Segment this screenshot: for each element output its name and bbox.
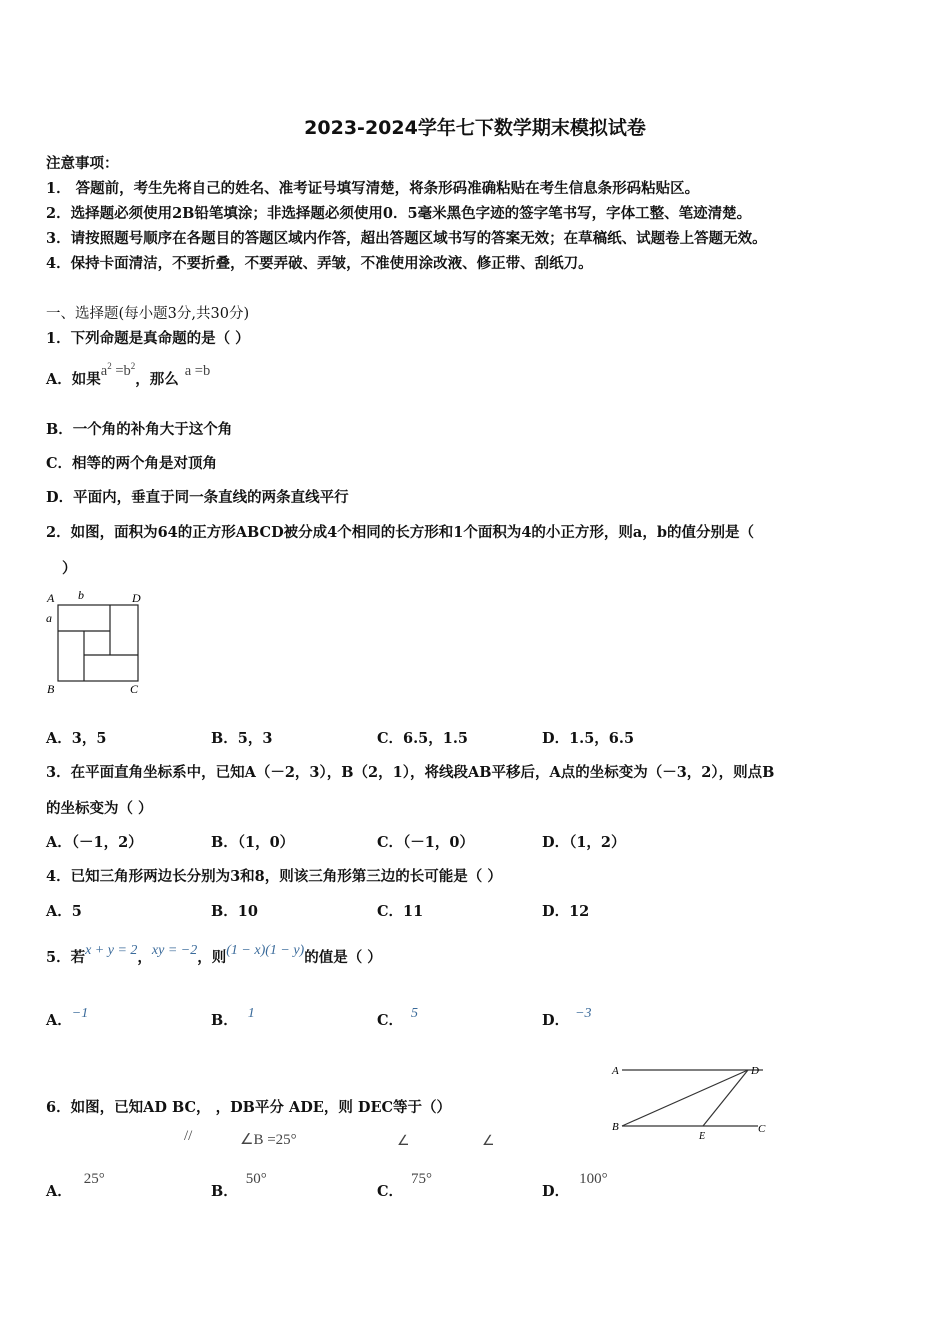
q5-option-a bbox=[46, 1006, 89, 1030]
q2-option: C．6.5，1.5 bbox=[377, 730, 468, 747]
label-b: b bbox=[78, 588, 84, 602]
q6-option-label: C． bbox=[377, 1183, 404, 1200]
q5-option-b bbox=[211, 1006, 255, 1030]
notice-item: 1． 答题前，考生先将自己的姓名、准考证号填写清楚，将条形码准确粘贴在考生信息条形码粘贴区。 bbox=[46, 180, 700, 197]
q6-option-value: 75° bbox=[411, 1171, 433, 1187]
q5-option-value: 5 bbox=[411, 1006, 419, 1021]
q5-separator: ， bbox=[137, 949, 152, 966]
q5-option-label: C． bbox=[377, 1012, 404, 1029]
q1-option-a-mid: ，那么 bbox=[135, 371, 179, 388]
q1-option-d: D．平面内，垂直于同一条直线的两条直线平行 bbox=[46, 489, 349, 506]
q1-math-sup: 2 bbox=[130, 361, 136, 372]
q5-option-c bbox=[377, 1006, 419, 1030]
q5-option-value: −1 bbox=[71, 1006, 89, 1021]
q6-stem: 6．如图，已知AD BC， ，DB平分 ADE，则 DEC等于（） bbox=[46, 1099, 452, 1116]
notice-item: 4．保持卡面清洁，不要折叠，不要弄破、弄皱，不准使用涂改液、修正带、刮纸刀。 bbox=[46, 255, 593, 272]
q2-option: A．3，5 bbox=[46, 730, 107, 747]
q6-parallel-symbol: // bbox=[184, 1128, 193, 1144]
q6-angle-b: ∠B =25° bbox=[240, 1132, 297, 1148]
label-E: E bbox=[699, 1131, 706, 1142]
q4-stem: 4．已知三角形两边长分别为3和8，则该三角形第三边的长可能是（ ） bbox=[46, 868, 502, 885]
q6-geometry-figure bbox=[608, 1060, 778, 1145]
q5-stem-end: 的值是（ ） bbox=[304, 949, 382, 966]
label-A: A bbox=[47, 591, 55, 605]
q6-option-a bbox=[46, 1171, 105, 1201]
page-title: 2023-2024学年七下数学期末模拟试卷 bbox=[304, 117, 646, 139]
q2-option: D．1.5，6.5 bbox=[542, 730, 635, 747]
label-C: C bbox=[130, 682, 139, 696]
q4-option: C．11 bbox=[377, 903, 424, 920]
q6-option-value: 50° bbox=[245, 1171, 267, 1187]
q6-option-label: A． bbox=[46, 1183, 72, 1200]
q4-option: A．5 bbox=[46, 903, 82, 920]
segment-BD bbox=[622, 1070, 748, 1126]
q6-option-value: 25° bbox=[83, 1171, 105, 1187]
q5-option-label: B． bbox=[211, 1012, 238, 1029]
q3-stem: 3．在平面直角坐标系中，已知A（－2，3），B（2，1），将线段AB平移后，A点的坐标变为（－3，2），则点B bbox=[46, 764, 775, 781]
q6-option-c bbox=[377, 1171, 433, 1201]
q5-condition-product: xy = −2 bbox=[151, 943, 198, 958]
q1-math-eq: =b bbox=[111, 363, 131, 379]
q6-option-d bbox=[542, 1171, 608, 1201]
q5-stem-mid: ，则 bbox=[197, 949, 227, 966]
notice-item: 3．请按照题号顺序在各题目的答题区域内作答，超出答题区域书写的答案无效；在草稿纸、试题卷上答题无效。 bbox=[46, 230, 767, 247]
q2-stem-end: ） bbox=[62, 560, 77, 577]
q5-condition-sum: x + y = 2 bbox=[85, 943, 138, 958]
label-C: C bbox=[758, 1123, 766, 1135]
q1-option-c: C．相等的两个角是对顶角 bbox=[46, 455, 218, 472]
q1-option-b: B．一个角的补角大于这个角 bbox=[46, 421, 233, 438]
label-D: D bbox=[132, 591, 141, 605]
q2-square-figure bbox=[44, 585, 154, 700]
q2-option: B．5，3 bbox=[211, 730, 273, 747]
q6-angle-symbol: ∠ bbox=[482, 1134, 495, 1149]
label-a: a bbox=[46, 611, 52, 625]
q4-option: B．10 bbox=[211, 903, 258, 920]
q5-option-d bbox=[542, 1006, 592, 1030]
notice-item: 2．选择题必须使用2B铅笔填涂；非选择题必须使用0．5毫米黑色字迹的签字笔书写，字体工整、笔迹清楚。 bbox=[46, 205, 752, 222]
q4-option: D．12 bbox=[542, 903, 590, 920]
q3-option: A．（－1，2） bbox=[46, 834, 143, 851]
q1-stem: 1．下列命题是真命题的是（ ） bbox=[46, 330, 250, 347]
q6-option-value: 100° bbox=[579, 1171, 608, 1187]
label-A: A bbox=[612, 1065, 619, 1077]
q5-option-label: D． bbox=[542, 1012, 570, 1029]
q6-option-label: D． bbox=[542, 1183, 570, 1200]
q3-option: B．（1，0） bbox=[211, 834, 295, 851]
q1-option-a-prefix: A．如果 bbox=[46, 371, 101, 388]
q3-stem-cont: 的坐标变为（ ） bbox=[46, 800, 153, 817]
q5-stem-prefix: 5．若 bbox=[46, 949, 86, 966]
q6-option-b bbox=[211, 1171, 267, 1201]
label-B: B bbox=[47, 682, 55, 696]
q3-option: D．（1，2） bbox=[542, 834, 626, 851]
q1-math-sup: 2 bbox=[107, 361, 112, 372]
q5-option-label: A． bbox=[46, 1012, 72, 1029]
segment-ED bbox=[703, 1070, 748, 1126]
q1-option-a bbox=[46, 361, 211, 389]
square-outline bbox=[58, 605, 138, 681]
q5-option-value: 1 bbox=[247, 1006, 255, 1021]
q5-option-value: −3 bbox=[575, 1006, 592, 1021]
label-B: B bbox=[612, 1121, 619, 1133]
q5-expression: (1 − x)(1 − y) bbox=[226, 943, 305, 958]
q6-angle-symbol: ∠ bbox=[397, 1134, 410, 1149]
q5-stem bbox=[46, 943, 382, 967]
section-heading: 一、选择题(每小题3分,共30分) bbox=[46, 306, 250, 322]
q2-stem: 2．如图，面积为64的正方形ABCD被分成4个相同的长方形和1个面积为4的小正方形，则a，b的值分别是（ bbox=[46, 524, 754, 541]
q3-option: C．（－1，0） bbox=[377, 834, 474, 851]
notice-heading: 注意事项： bbox=[46, 155, 119, 172]
q6-option-label: B． bbox=[211, 1183, 238, 1200]
q1-math-a: a bbox=[100, 363, 108, 379]
label-D: D bbox=[751, 1065, 759, 1077]
q1-math-conclusion: a =b bbox=[184, 363, 211, 379]
